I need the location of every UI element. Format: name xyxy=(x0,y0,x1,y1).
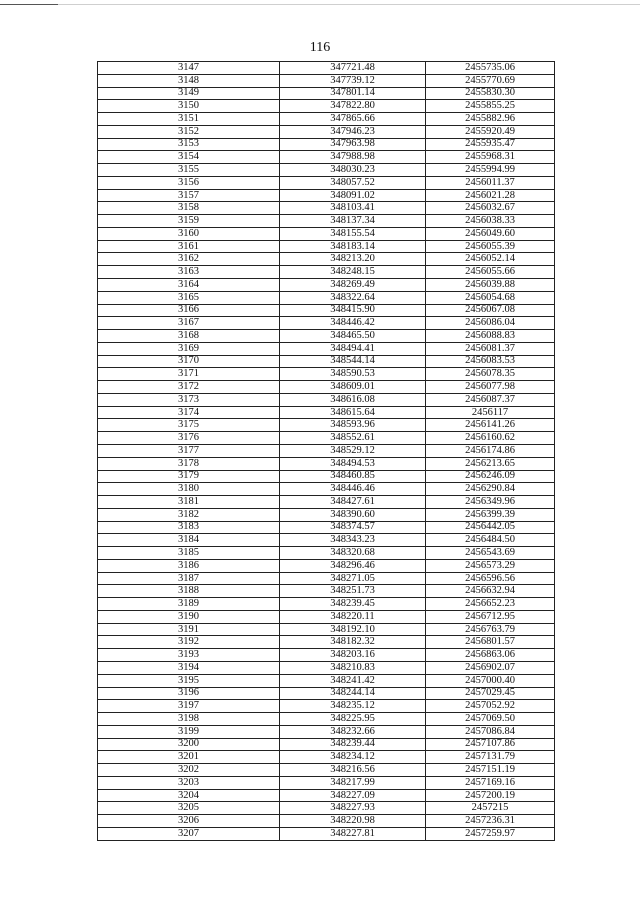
point-number-cell: 3147 xyxy=(98,62,280,75)
table-row xyxy=(98,751,555,764)
y-coordinate-cell: 2455935.47 xyxy=(426,138,555,151)
x-coordinate-cell: 348232.66 xyxy=(280,725,426,738)
point-number-cell: 3157 xyxy=(98,189,280,202)
x-coordinate-cell: 348225.95 xyxy=(280,713,426,726)
point-number-cell: 3204 xyxy=(98,789,280,802)
y-coordinate-cell: 2456442.05 xyxy=(426,521,555,534)
point-number-cell: 3206 xyxy=(98,815,280,828)
x-coordinate-cell: 348183.14 xyxy=(280,240,426,253)
table-row xyxy=(98,189,555,202)
table-row xyxy=(98,713,555,726)
y-coordinate-cell: 2456055.39 xyxy=(426,240,555,253)
y-coordinate-cell: 2455882.96 xyxy=(426,113,555,126)
point-number-cell: 3160 xyxy=(98,227,280,240)
table-row xyxy=(98,598,555,611)
point-number-cell: 3188 xyxy=(98,585,280,598)
table-row xyxy=(98,240,555,253)
x-coordinate-cell: 348248.15 xyxy=(280,266,426,279)
point-number-cell: 3202 xyxy=(98,764,280,777)
y-coordinate-cell: 2456083.53 xyxy=(426,355,555,368)
point-number-cell: 3192 xyxy=(98,636,280,649)
x-coordinate-cell: 348544.14 xyxy=(280,355,426,368)
point-number-cell: 3207 xyxy=(98,827,280,840)
x-coordinate-cell: 348251.73 xyxy=(280,585,426,598)
y-coordinate-cell: 2456054.68 xyxy=(426,291,555,304)
x-coordinate-cell: 348460.85 xyxy=(280,470,426,483)
y-coordinate-cell: 2456399.39 xyxy=(426,508,555,521)
y-coordinate-cell: 2457259.97 xyxy=(426,827,555,840)
x-coordinate-cell: 348590.53 xyxy=(280,368,426,381)
y-coordinate-cell: 2456763.79 xyxy=(426,623,555,636)
x-coordinate-cell: 348030.23 xyxy=(280,164,426,177)
x-coordinate-cell: 348446.46 xyxy=(280,483,426,496)
table-row xyxy=(98,227,555,240)
point-number-cell: 3189 xyxy=(98,598,280,611)
y-coordinate-cell: 2456117 xyxy=(426,406,555,419)
x-coordinate-cell: 348203.16 xyxy=(280,649,426,662)
point-number-cell: 3196 xyxy=(98,687,280,700)
table-row xyxy=(98,253,555,266)
point-number-cell: 3172 xyxy=(98,381,280,394)
table-row xyxy=(98,623,555,636)
point-number-cell: 3156 xyxy=(98,176,280,189)
point-number-cell: 3181 xyxy=(98,496,280,509)
table-row xyxy=(98,559,555,572)
point-number-cell: 3200 xyxy=(98,738,280,751)
point-number-cell: 3180 xyxy=(98,483,280,496)
point-number-cell: 3186 xyxy=(98,559,280,572)
x-coordinate-cell: 348609.01 xyxy=(280,381,426,394)
table-row xyxy=(98,764,555,777)
point-number-cell: 3179 xyxy=(98,470,280,483)
table-row xyxy=(98,215,555,228)
y-coordinate-cell: 2456049.60 xyxy=(426,227,555,240)
x-coordinate-cell: 348137.34 xyxy=(280,215,426,228)
x-coordinate-cell: 348296.46 xyxy=(280,559,426,572)
coordinates-table xyxy=(97,61,555,841)
table-row xyxy=(98,470,555,483)
table-row xyxy=(98,393,555,406)
table-row xyxy=(98,113,555,126)
y-coordinate-cell: 2456484.50 xyxy=(426,534,555,547)
x-coordinate-cell: 348271.05 xyxy=(280,572,426,585)
y-coordinate-cell: 2457236.31 xyxy=(426,815,555,828)
y-coordinate-cell: 2455920.49 xyxy=(426,125,555,138)
point-number-cell: 3167 xyxy=(98,317,280,330)
y-coordinate-cell: 2456052.14 xyxy=(426,253,555,266)
table-row xyxy=(98,661,555,674)
point-number-cell: 3198 xyxy=(98,713,280,726)
point-number-cell: 3175 xyxy=(98,419,280,432)
y-coordinate-cell: 2456652.23 xyxy=(426,598,555,611)
point-number-cell: 3159 xyxy=(98,215,280,228)
y-coordinate-cell: 2457169.16 xyxy=(426,776,555,789)
y-coordinate-cell: 2456077.98 xyxy=(426,381,555,394)
point-number-cell: 3203 xyxy=(98,776,280,789)
point-number-cell: 3201 xyxy=(98,751,280,764)
table-row xyxy=(98,342,555,355)
table-row xyxy=(98,534,555,547)
point-number-cell: 3148 xyxy=(98,74,280,87)
table-row xyxy=(98,419,555,432)
point-number-cell: 3161 xyxy=(98,240,280,253)
table-row xyxy=(98,508,555,521)
table-row xyxy=(98,700,555,713)
point-number-cell: 3162 xyxy=(98,253,280,266)
point-number-cell: 3155 xyxy=(98,164,280,177)
point-number-cell: 3193 xyxy=(98,649,280,662)
point-number-cell: 3149 xyxy=(98,87,280,100)
x-coordinate-cell: 348244.14 xyxy=(280,687,426,700)
y-coordinate-cell: 2456573.29 xyxy=(426,559,555,572)
x-coordinate-cell: 348213.20 xyxy=(280,253,426,266)
y-coordinate-cell: 2456081.37 xyxy=(426,342,555,355)
y-coordinate-cell: 2456632.94 xyxy=(426,585,555,598)
y-coordinate-cell: 2457200.19 xyxy=(426,789,555,802)
point-number-cell: 3173 xyxy=(98,393,280,406)
table-row xyxy=(98,649,555,662)
x-coordinate-cell: 347721.48 xyxy=(280,62,426,75)
point-number-cell: 3197 xyxy=(98,700,280,713)
point-number-cell: 3171 xyxy=(98,368,280,381)
point-number-cell: 3177 xyxy=(98,444,280,457)
x-coordinate-cell: 348343.23 xyxy=(280,534,426,547)
y-coordinate-cell: 2456067.08 xyxy=(426,304,555,317)
y-coordinate-cell: 2457131.79 xyxy=(426,751,555,764)
table-row xyxy=(98,547,555,560)
x-coordinate-cell: 348427.61 xyxy=(280,496,426,509)
x-coordinate-cell: 347865.66 xyxy=(280,113,426,126)
point-number-cell: 3166 xyxy=(98,304,280,317)
point-number-cell: 3152 xyxy=(98,125,280,138)
x-coordinate-cell: 348494.53 xyxy=(280,457,426,470)
x-coordinate-cell: 347988.98 xyxy=(280,151,426,164)
point-number-cell: 3194 xyxy=(98,661,280,674)
y-coordinate-cell: 2457029.45 xyxy=(426,687,555,700)
table-row xyxy=(98,87,555,100)
point-number-cell: 3163 xyxy=(98,266,280,279)
table-row xyxy=(98,355,555,368)
x-coordinate-cell: 347946.23 xyxy=(280,125,426,138)
table-row xyxy=(98,368,555,381)
x-coordinate-cell: 348217.99 xyxy=(280,776,426,789)
table-row xyxy=(98,585,555,598)
table-row xyxy=(98,125,555,138)
point-number-cell: 3151 xyxy=(98,113,280,126)
x-coordinate-cell: 348235.12 xyxy=(280,700,426,713)
y-coordinate-cell: 2457069.50 xyxy=(426,713,555,726)
point-number-cell: 3169 xyxy=(98,342,280,355)
x-coordinate-cell: 347739.12 xyxy=(280,74,426,87)
y-coordinate-cell: 2455830.30 xyxy=(426,87,555,100)
table-row xyxy=(98,789,555,802)
x-coordinate-cell: 348390.60 xyxy=(280,508,426,521)
y-coordinate-cell: 2455855.25 xyxy=(426,100,555,113)
point-number-cell: 3153 xyxy=(98,138,280,151)
table-row xyxy=(98,62,555,75)
x-coordinate-cell: 348241.42 xyxy=(280,674,426,687)
x-coordinate-cell: 348220.11 xyxy=(280,610,426,623)
top-border-line xyxy=(0,4,640,5)
table-row xyxy=(98,610,555,623)
x-coordinate-cell: 347963.98 xyxy=(280,138,426,151)
y-coordinate-cell: 2456160.62 xyxy=(426,432,555,445)
y-coordinate-cell: 2456038.33 xyxy=(426,215,555,228)
table-row xyxy=(98,827,555,840)
x-coordinate-cell: 348446.42 xyxy=(280,317,426,330)
point-number-cell: 3165 xyxy=(98,291,280,304)
x-coordinate-cell: 348057.52 xyxy=(280,176,426,189)
x-coordinate-cell: 348415.90 xyxy=(280,304,426,317)
table-row xyxy=(98,151,555,164)
table-row xyxy=(98,432,555,445)
page-number: 116 xyxy=(309,40,331,55)
x-coordinate-cell: 348103.41 xyxy=(280,202,426,215)
x-coordinate-cell: 348529.12 xyxy=(280,444,426,457)
point-number-cell: 3168 xyxy=(98,330,280,343)
table-row xyxy=(98,74,555,87)
table-row xyxy=(98,381,555,394)
table-row xyxy=(98,776,555,789)
x-coordinate-cell: 348465.50 xyxy=(280,330,426,343)
table-row xyxy=(98,266,555,279)
x-coordinate-cell: 348615.64 xyxy=(280,406,426,419)
y-coordinate-cell: 2456246.09 xyxy=(426,470,555,483)
table-row xyxy=(98,406,555,419)
y-coordinate-cell: 2456863.06 xyxy=(426,649,555,662)
x-coordinate-cell: 348239.44 xyxy=(280,738,426,751)
table-row xyxy=(98,815,555,828)
table-row xyxy=(98,164,555,177)
table-row xyxy=(98,444,555,457)
y-coordinate-cell: 2457086.84 xyxy=(426,725,555,738)
x-coordinate-cell: 348227.81 xyxy=(280,827,426,840)
x-coordinate-cell: 348374.57 xyxy=(280,521,426,534)
x-coordinate-cell: 347822.80 xyxy=(280,100,426,113)
point-number-cell: 3183 xyxy=(98,521,280,534)
table-row xyxy=(98,636,555,649)
point-number-cell: 3150 xyxy=(98,100,280,113)
y-coordinate-cell: 2456543.69 xyxy=(426,547,555,560)
table-row xyxy=(98,572,555,585)
x-coordinate-cell: 348320.68 xyxy=(280,547,426,560)
table-row xyxy=(98,279,555,292)
y-coordinate-cell: 2456032.67 xyxy=(426,202,555,215)
point-number-cell: 3176 xyxy=(98,432,280,445)
x-coordinate-cell: 348269.49 xyxy=(280,279,426,292)
x-coordinate-cell: 348216.56 xyxy=(280,764,426,777)
y-coordinate-cell: 2457107.86 xyxy=(426,738,555,751)
y-coordinate-cell: 2455968.31 xyxy=(426,151,555,164)
x-coordinate-cell: 348210.83 xyxy=(280,661,426,674)
point-number-cell: 3178 xyxy=(98,457,280,470)
coordinates-table-body xyxy=(98,62,555,841)
y-coordinate-cell: 2455770.69 xyxy=(426,74,555,87)
y-coordinate-cell: 2456290.84 xyxy=(426,483,555,496)
point-number-cell: 3158 xyxy=(98,202,280,215)
table-row xyxy=(98,304,555,317)
x-coordinate-cell: 348192.10 xyxy=(280,623,426,636)
table-row xyxy=(98,457,555,470)
table-row xyxy=(98,496,555,509)
x-coordinate-cell: 348616.08 xyxy=(280,393,426,406)
y-coordinate-cell: 2457215 xyxy=(426,802,555,815)
point-number-cell: 3154 xyxy=(98,151,280,164)
y-coordinate-cell: 2456011.37 xyxy=(426,176,555,189)
y-coordinate-cell: 2456086.04 xyxy=(426,317,555,330)
point-number-cell: 3195 xyxy=(98,674,280,687)
y-coordinate-cell: 2456055.66 xyxy=(426,266,555,279)
table-row xyxy=(98,738,555,751)
x-coordinate-cell: 348322.64 xyxy=(280,291,426,304)
y-coordinate-cell: 2456213.65 xyxy=(426,457,555,470)
table-row xyxy=(98,725,555,738)
x-coordinate-cell: 348494.41 xyxy=(280,342,426,355)
table-row xyxy=(98,317,555,330)
y-coordinate-cell: 2456174.86 xyxy=(426,444,555,457)
x-coordinate-cell: 348593.96 xyxy=(280,419,426,432)
y-coordinate-cell: 2456801.57 xyxy=(426,636,555,649)
y-coordinate-cell: 2457151.19 xyxy=(426,764,555,777)
y-coordinate-cell: 2456078.35 xyxy=(426,368,555,381)
point-number-cell: 3182 xyxy=(98,508,280,521)
table-row xyxy=(98,802,555,815)
y-coordinate-cell: 2456021.28 xyxy=(426,189,555,202)
y-coordinate-cell: 2456712.95 xyxy=(426,610,555,623)
x-coordinate-cell: 348234.12 xyxy=(280,751,426,764)
point-number-cell: 3191 xyxy=(98,623,280,636)
table-row xyxy=(98,483,555,496)
y-coordinate-cell: 2455735.06 xyxy=(426,62,555,75)
point-number-cell: 3164 xyxy=(98,279,280,292)
x-coordinate-cell: 348227.09 xyxy=(280,789,426,802)
table-row xyxy=(98,291,555,304)
y-coordinate-cell: 2456596.56 xyxy=(426,572,555,585)
point-number-cell: 3185 xyxy=(98,547,280,560)
point-number-cell: 3190 xyxy=(98,610,280,623)
x-coordinate-cell: 348220.98 xyxy=(280,815,426,828)
table-row xyxy=(98,100,555,113)
table-row xyxy=(98,138,555,151)
x-coordinate-cell: 348239.45 xyxy=(280,598,426,611)
table-row xyxy=(98,202,555,215)
table-row xyxy=(98,521,555,534)
top-border-mark xyxy=(0,4,58,5)
point-number-cell: 3174 xyxy=(98,406,280,419)
table-row xyxy=(98,674,555,687)
y-coordinate-cell: 2455994.99 xyxy=(426,164,555,177)
y-coordinate-cell: 2456087.37 xyxy=(426,393,555,406)
point-number-cell: 3199 xyxy=(98,725,280,738)
table-row xyxy=(98,687,555,700)
point-number-cell: 3205 xyxy=(98,802,280,815)
point-number-cell: 3170 xyxy=(98,355,280,368)
point-number-cell: 3187 xyxy=(98,572,280,585)
y-coordinate-cell: 2456141.26 xyxy=(426,419,555,432)
table-row xyxy=(98,330,555,343)
x-coordinate-cell: 347801.14 xyxy=(280,87,426,100)
x-coordinate-cell: 348552.61 xyxy=(280,432,426,445)
y-coordinate-cell: 2456902.07 xyxy=(426,661,555,674)
x-coordinate-cell: 348091.02 xyxy=(280,189,426,202)
table-row xyxy=(98,176,555,189)
x-coordinate-cell: 348155.54 xyxy=(280,227,426,240)
x-coordinate-cell: 348227.93 xyxy=(280,802,426,815)
point-number-cell: 3184 xyxy=(98,534,280,547)
y-coordinate-cell: 2456088.83 xyxy=(426,330,555,343)
y-coordinate-cell: 2456349.96 xyxy=(426,496,555,509)
y-coordinate-cell: 2457052.92 xyxy=(426,700,555,713)
x-coordinate-cell: 348182.32 xyxy=(280,636,426,649)
y-coordinate-cell: 2456039.88 xyxy=(426,279,555,292)
y-coordinate-cell: 2457000.40 xyxy=(426,674,555,687)
